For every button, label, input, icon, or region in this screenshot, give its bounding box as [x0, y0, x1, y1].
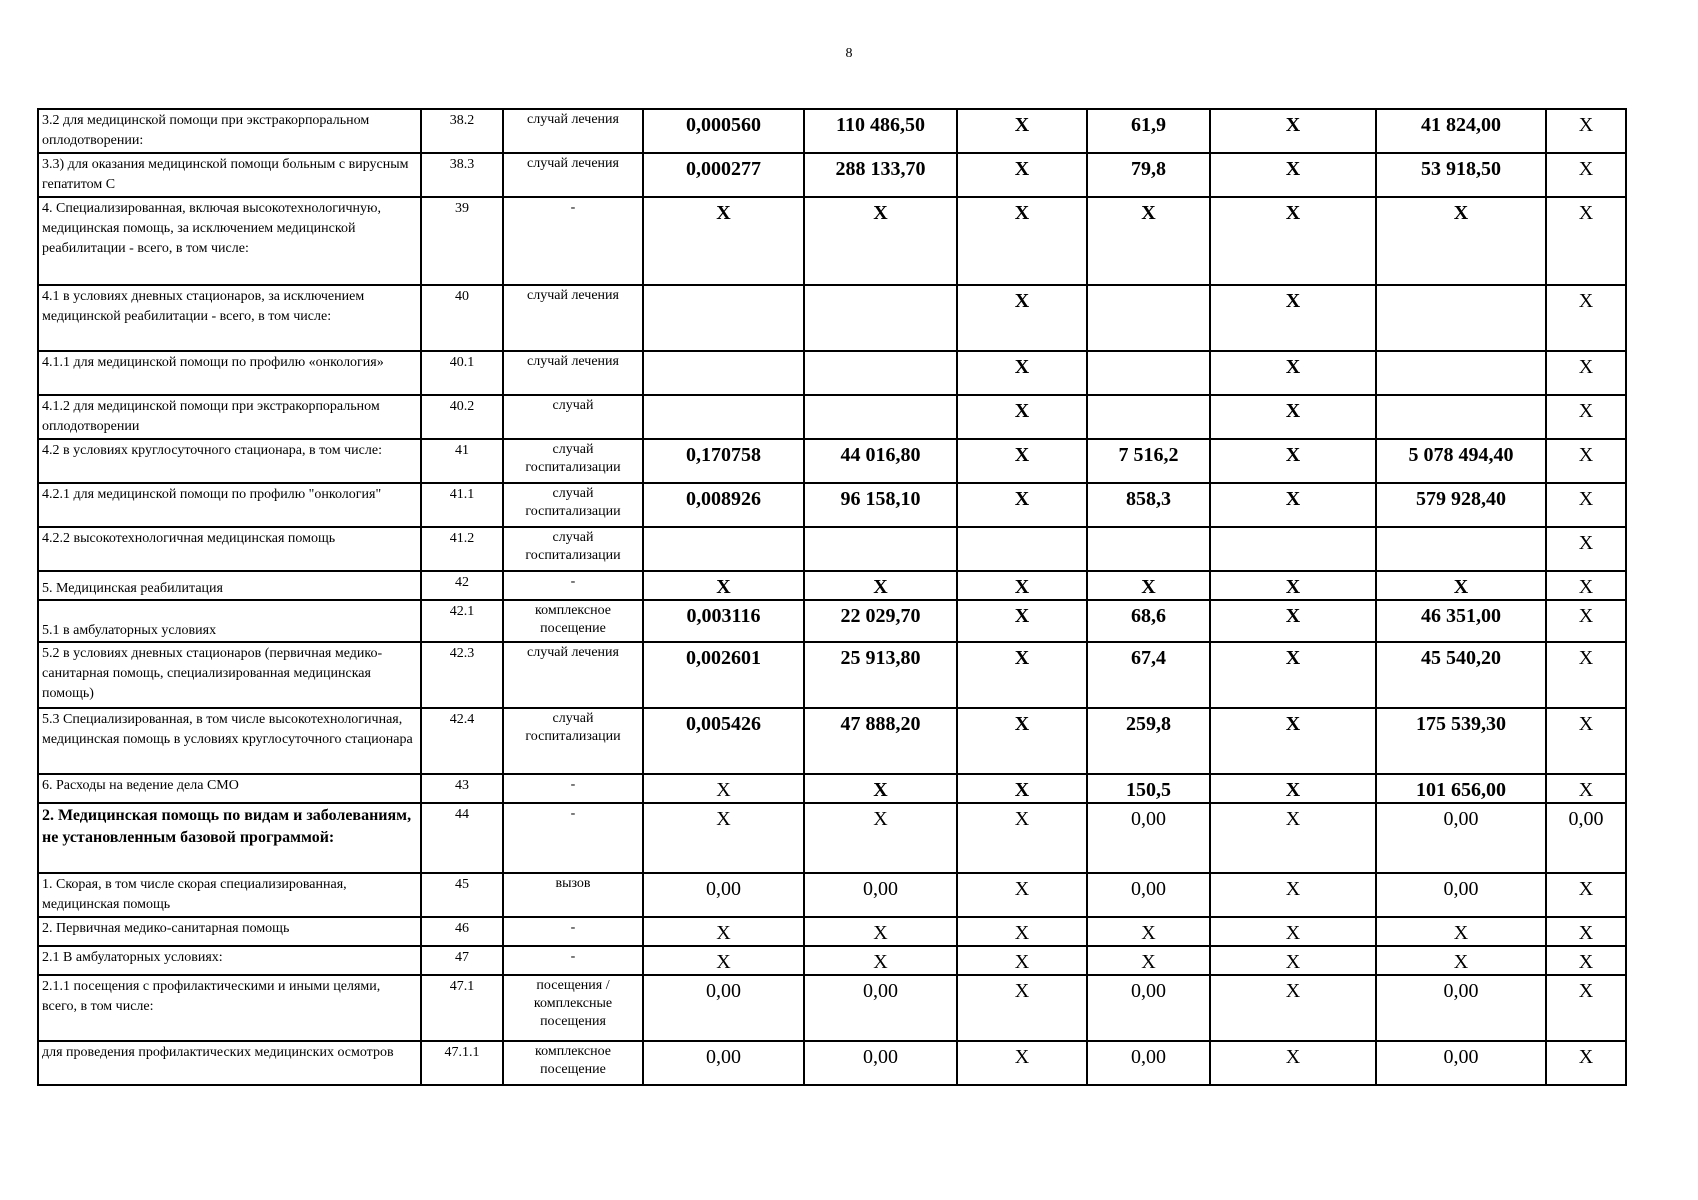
value-cell: X [1376, 917, 1546, 946]
table-row [38, 395, 1626, 439]
value-cell: X [804, 803, 957, 873]
value-cell: X [957, 642, 1087, 708]
value-cell: X [957, 571, 1087, 600]
unit-cell: случай [503, 395, 643, 439]
unit-cell: комплексное посещение [503, 600, 643, 642]
value-cell: X [1210, 774, 1376, 803]
value-cell: 0,00 [1087, 803, 1210, 873]
table-row [38, 873, 1626, 917]
table-row [38, 439, 1626, 483]
value-cell: X [1210, 708, 1376, 774]
table-row [38, 197, 1626, 285]
unit-cell: - [503, 571, 643, 600]
row-number-cell: 46 [421, 917, 503, 946]
row-name-cell: 2. Первичная медико-санитарная помощь [38, 917, 421, 946]
value-cell: X [1376, 946, 1546, 975]
row-number-cell: 40.2 [421, 395, 503, 439]
unit-cell: посещения / комплексные посещения [503, 975, 643, 1041]
unit-cell: - [503, 774, 643, 803]
value-cell: 0,00 [1087, 873, 1210, 917]
table-row [38, 153, 1626, 197]
table-row [38, 975, 1626, 1041]
value-cell: X [643, 917, 804, 946]
value-cell [1087, 527, 1210, 571]
value-cell: X [1546, 197, 1626, 285]
value-cell: X [1376, 197, 1546, 285]
value-cell: X [957, 197, 1087, 285]
value-cell: X [957, 803, 1087, 873]
value-cell [804, 527, 957, 571]
value-cell: X [1087, 571, 1210, 600]
row-name-cell: 4.1.1 для медицинской помощи по профилю «онкология» [38, 351, 421, 395]
table-row [38, 109, 1626, 153]
unit-cell: - [503, 946, 643, 975]
value-cell: X [1546, 153, 1626, 197]
value-cell: X [1546, 109, 1626, 153]
value-cell [1087, 395, 1210, 439]
value-cell: 0,002601 [643, 642, 804, 708]
unit-cell: комплексное посещение [503, 1041, 643, 1085]
row-number-cell: 42.3 [421, 642, 503, 708]
value-cell: 0,00 [1376, 975, 1546, 1041]
value-cell: X [1546, 917, 1626, 946]
value-cell: 41 824,00 [1376, 109, 1546, 153]
value-cell: X [1210, 917, 1376, 946]
value-cell: 0,00 [1087, 975, 1210, 1041]
value-cell: 0,00 [804, 1041, 957, 1085]
value-cell [1087, 351, 1210, 395]
value-cell: X [1210, 395, 1376, 439]
value-cell: X [1546, 527, 1626, 571]
value-cell [804, 351, 957, 395]
row-number-cell: 40 [421, 285, 503, 351]
value-cell: X [1546, 351, 1626, 395]
row-number-cell: 39 [421, 197, 503, 285]
value-cell: X [957, 395, 1087, 439]
value-cell: X [1210, 109, 1376, 153]
value-cell: X [1210, 571, 1376, 600]
value-cell: 579 928,40 [1376, 483, 1546, 527]
value-cell [804, 395, 957, 439]
row-number-cell: 41.1 [421, 483, 503, 527]
value-cell: X [804, 917, 957, 946]
row-number-cell: 42.4 [421, 708, 503, 774]
value-cell: X [957, 600, 1087, 642]
value-cell: X [1210, 642, 1376, 708]
row-name-cell: 6. Расходы на ведение дела СМО [38, 774, 421, 803]
value-cell: 0,00 [1376, 1041, 1546, 1085]
value-cell: 0,00 [643, 975, 804, 1041]
table-row [38, 600, 1626, 642]
value-cell: X [1210, 351, 1376, 395]
value-cell: 22 029,70 [804, 600, 957, 642]
value-cell: X [804, 197, 957, 285]
value-cell: 175 539,30 [1376, 708, 1546, 774]
value-cell: 7 516,2 [1087, 439, 1210, 483]
value-cell: 0,00 [643, 873, 804, 917]
value-cell: X [957, 774, 1087, 803]
table-row [38, 774, 1626, 803]
value-cell: 0,008926 [643, 483, 804, 527]
value-cell: X [957, 708, 1087, 774]
value-cell: 0,00 [804, 873, 957, 917]
row-name-cell: 4.2.1 для медицинской помощи по профилю "онкология" [38, 483, 421, 527]
value-cell: 68,6 [1087, 600, 1210, 642]
row-name-cell: 4.1 в условиях дневных стационаров, за исключением медицинской реабилитации - всего, в том числе: [38, 285, 421, 351]
value-cell: 44 016,80 [804, 439, 957, 483]
funding-table [37, 108, 1627, 1086]
row-number-cell: 42 [421, 571, 503, 600]
unit-cell: случай лечения [503, 153, 643, 197]
value-cell: X [957, 917, 1087, 946]
table-row [38, 483, 1626, 527]
value-cell: 0,170758 [643, 439, 804, 483]
value-cell [1210, 527, 1376, 571]
row-name-cell: 5.2 в условиях дневных стационаров (первичная медико-санитарная помощь, специализированная медицинская помощь) [38, 642, 421, 708]
value-cell: X [957, 109, 1087, 153]
page-number: 8 [845, 46, 853, 61]
value-cell: X [957, 1041, 1087, 1085]
row-name-cell: 3.3) для оказания медицинской помощи больным с вирусным гепатитом С [38, 153, 421, 197]
table-row [38, 527, 1626, 571]
value-cell: X [1376, 571, 1546, 600]
value-cell: X [1546, 571, 1626, 600]
row-name-cell: 1. Скорая, в том числе скорая специализированная, медицинская помощь [38, 873, 421, 917]
value-cell: X [643, 774, 804, 803]
value-cell: 46 351,00 [1376, 600, 1546, 642]
row-number-cell: 38.3 [421, 153, 503, 197]
value-cell: 288 133,70 [804, 153, 957, 197]
row-name-cell: 2.1.1 посещения с профилактическими и иными целями, всего, в том числе: [38, 975, 421, 1041]
value-cell: X [1210, 600, 1376, 642]
value-cell [957, 527, 1087, 571]
value-cell: X [1210, 803, 1376, 873]
value-cell: X [1546, 483, 1626, 527]
value-cell: 259,8 [1087, 708, 1210, 774]
value-cell: X [1546, 600, 1626, 642]
unit-cell: случай госпитализации [503, 483, 643, 527]
value-cell: X [1210, 153, 1376, 197]
value-cell: X [1546, 395, 1626, 439]
value-cell: X [1210, 285, 1376, 351]
row-number-cell: 41 [421, 439, 503, 483]
value-cell: X [957, 153, 1087, 197]
value-cell: X [1087, 197, 1210, 285]
row-name-cell: 4. Специализированная, включая высокотехнологичную, медицинская помощь, за исключением медицинской реабилитации - всего, в том числе: [38, 197, 421, 285]
value-cell: 0,005426 [643, 708, 804, 774]
value-cell: X [1210, 975, 1376, 1041]
row-number-cell: 45 [421, 873, 503, 917]
row-number-cell: 40.1 [421, 351, 503, 395]
value-cell: 110 486,50 [804, 109, 957, 153]
value-cell [1376, 351, 1546, 395]
row-number-cell: 47.1.1 [421, 1041, 503, 1085]
value-cell: X [957, 351, 1087, 395]
value-cell: 96 158,10 [804, 483, 957, 527]
value-cell: X [643, 197, 804, 285]
table-row [38, 1041, 1626, 1085]
value-cell: 25 913,80 [804, 642, 957, 708]
value-cell: 61,9 [1087, 109, 1210, 153]
row-name-cell: 4.1.2 для медицинской помощи при экстракорпоральном оплодотворении [38, 395, 421, 439]
value-cell: X [1210, 439, 1376, 483]
value-cell: X [1546, 642, 1626, 708]
value-cell: 67,4 [1087, 642, 1210, 708]
value-cell: X [1210, 197, 1376, 285]
value-cell [804, 285, 957, 351]
value-cell: 0,00 [1376, 803, 1546, 873]
value-cell: X [957, 285, 1087, 351]
unit-cell: случай лечения [503, 109, 643, 153]
value-cell [643, 395, 804, 439]
value-cell: X [643, 946, 804, 975]
value-cell: 101 656,00 [1376, 774, 1546, 803]
unit-cell: случай лечения [503, 642, 643, 708]
value-cell: 0,00 [1376, 873, 1546, 917]
row-name-cell: 2.1 В амбулаторных условиях: [38, 946, 421, 975]
table-body [38, 109, 1626, 1085]
table-row [38, 351, 1626, 395]
value-cell: X [1546, 708, 1626, 774]
value-cell: X [957, 873, 1087, 917]
value-cell: X [804, 946, 957, 975]
value-cell: 0,000277 [643, 153, 804, 197]
row-name-cell: 3.2 для медицинской помощи при экстракорпоральном оплодотворении: [38, 109, 421, 153]
value-cell: X [1087, 946, 1210, 975]
value-cell: X [804, 774, 957, 803]
value-cell: X [1546, 285, 1626, 351]
value-cell: 150,5 [1087, 774, 1210, 803]
unit-cell: вызов [503, 873, 643, 917]
row-number-cell: 41.2 [421, 527, 503, 571]
value-cell [1376, 527, 1546, 571]
value-cell: X [1546, 439, 1626, 483]
row-name-cell: 4.2 в условиях круглосуточного стационара, в том числе: [38, 439, 421, 483]
row-name-cell: 5. Медицинская реабилитация [38, 571, 421, 600]
row-number-cell: 42.1 [421, 600, 503, 642]
value-cell [1376, 285, 1546, 351]
value-cell: X [1546, 946, 1626, 975]
table-row [38, 708, 1626, 774]
value-cell: 858,3 [1087, 483, 1210, 527]
row-number-cell: 47 [421, 946, 503, 975]
table-row [38, 946, 1626, 975]
row-name-cell: 4.2.2 высокотехнологичная медицинская помощь [38, 527, 421, 571]
value-cell: 0,000560 [643, 109, 804, 153]
value-cell: X [1210, 483, 1376, 527]
value-cell: X [957, 439, 1087, 483]
value-cell: X [1210, 946, 1376, 975]
table-row [38, 642, 1626, 708]
value-cell [643, 351, 804, 395]
value-cell: X [957, 946, 1087, 975]
value-cell: X [957, 483, 1087, 527]
unit-cell: случай госпитализации [503, 527, 643, 571]
value-cell: X [643, 571, 804, 600]
value-cell: 0,00 [804, 975, 957, 1041]
value-cell: 79,8 [1087, 153, 1210, 197]
value-cell [643, 285, 804, 351]
unit-cell: - [503, 917, 643, 946]
value-cell: 0,00 [1546, 803, 1626, 873]
value-cell: X [643, 803, 804, 873]
value-cell: X [1546, 1041, 1626, 1085]
row-number-cell: 47.1 [421, 975, 503, 1041]
value-cell: 47 888,20 [804, 708, 957, 774]
value-cell: 0,00 [643, 1041, 804, 1085]
value-cell: X [804, 571, 957, 600]
row-name-cell: 2. Медицинская помощь по видам и заболеваниям, не установленным базовой программой: [38, 803, 421, 873]
table-row [38, 571, 1626, 600]
value-cell: X [1210, 1041, 1376, 1085]
value-cell: X [1546, 975, 1626, 1041]
value-cell: 0,00 [1087, 1041, 1210, 1085]
value-cell: 0,003116 [643, 600, 804, 642]
value-cell: 5 078 494,40 [1376, 439, 1546, 483]
value-cell [643, 527, 804, 571]
unit-cell: случай лечения [503, 285, 643, 351]
value-cell [1376, 395, 1546, 439]
row-name-cell: для проведения профилактических медицинских осмотров [38, 1041, 421, 1085]
row-number-cell: 43 [421, 774, 503, 803]
unit-cell: случай госпитализации [503, 708, 643, 774]
row-number-cell: 44 [421, 803, 503, 873]
value-cell: X [1546, 873, 1626, 917]
table-row [38, 285, 1626, 351]
row-name-cell: 5.3 Специализированная, в том числе высокотехнологичная, медицинская помощь в условиях круглосуточного стационара [38, 708, 421, 774]
row-number-cell: 38.2 [421, 109, 503, 153]
value-cell [1087, 285, 1210, 351]
table-row [38, 917, 1626, 946]
value-cell: X [957, 975, 1087, 1041]
table-row [38, 803, 1626, 873]
value-cell: 53 918,50 [1376, 153, 1546, 197]
unit-cell: - [503, 197, 643, 285]
unit-cell: - [503, 803, 643, 873]
value-cell: X [1546, 774, 1626, 803]
unit-cell: случай лечения [503, 351, 643, 395]
value-cell: X [1210, 873, 1376, 917]
unit-cell: случай госпитализации [503, 439, 643, 483]
value-cell: 45 540,20 [1376, 642, 1546, 708]
row-name-cell: 5.1 в амбулаторных условиях [38, 600, 421, 642]
value-cell: X [1087, 917, 1210, 946]
